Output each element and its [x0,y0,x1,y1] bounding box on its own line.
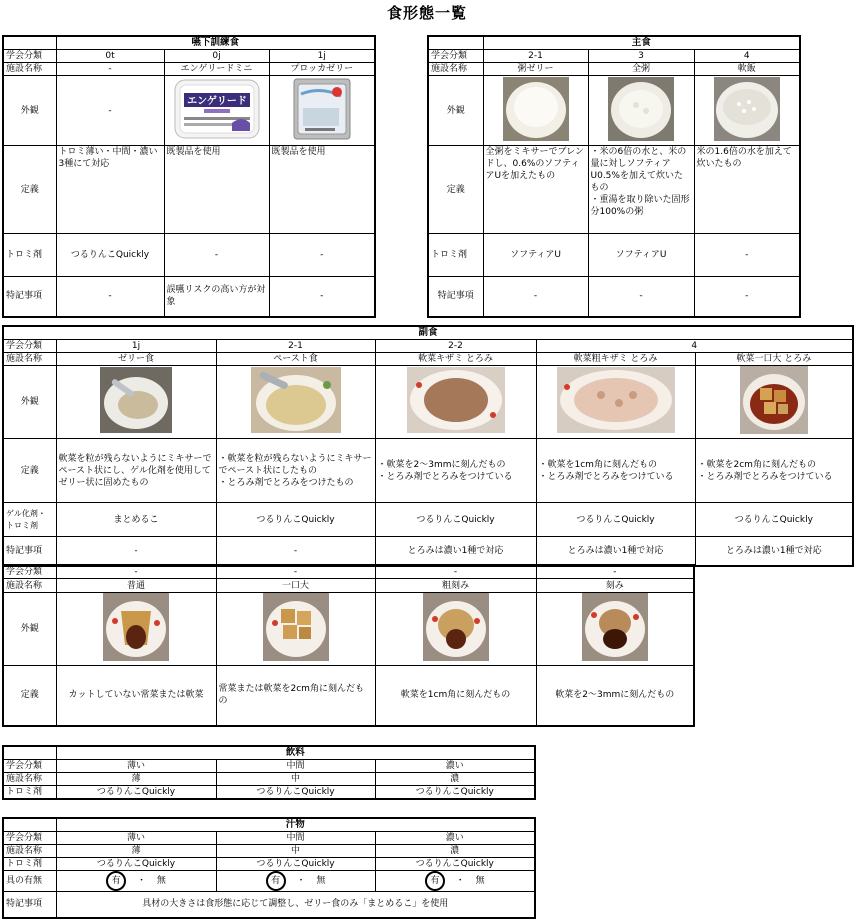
notes-cell: - [483,277,588,317]
bite-size-meal-photo [740,366,808,434]
definition-cell: トロミ薄い・中間・濃い3種にて対応 [56,146,164,234]
notes-cell: とろみは濃い1種で対応 [695,537,853,566]
row-label: 施設名称 [3,353,56,366]
notes-cell: - [588,277,694,317]
soup-notes-cell: 具材の大きさは食形態に応じて調整し、ゼリー食のみ「まとめるこ」を使用 [56,892,535,918]
agent-cell: まとめるこ [56,503,216,537]
row-label: 施設名称 [3,845,56,858]
jelly-meal-photo [100,367,172,433]
thickener-cell: つるりんこQuickly [216,858,375,871]
thickener-cell: ソフティアU [588,234,694,277]
class-cell: 0j [164,50,269,63]
class-cell: 薄い [56,832,216,845]
definition-cell: ・軟菜を1cm角に刻んだもの ・とろみ剤でとろみをつけている [536,439,695,503]
definition-cell: 既製品を使用 [269,146,375,234]
look-cell [269,76,375,146]
definition-cell: ・軟菜を2～3mmに刻んだもの ・とろみ剤でとろみをつけている [375,439,536,503]
name-cell: 一口大 [216,579,375,593]
notes-cell: とろみは濃い1種で対応 [536,537,695,566]
ingredient-no: 無 [316,876,326,886]
ingredient-yes-circled: 有 [425,871,445,891]
package-label: エンゲリード [186,95,247,107]
thickener-cell: つるりんこQuickly [216,786,375,800]
ingredient-separator: ・ [136,876,146,886]
look-cell [536,593,694,666]
row-label: 特記事項 [428,277,483,317]
agent-cell: つるりんこQuickly [536,503,695,537]
row-label: 学会分類 [3,760,56,773]
name-cell: ゼリー食 [56,353,216,366]
row-label: トロミ剤 [3,786,56,800]
look-cell [483,76,588,146]
thickener-cell: つるりんこQuickly [375,786,535,800]
name-cell: 濃 [375,773,535,786]
name-cell: 粗刻み [375,579,536,593]
class-cell: 4 [536,340,853,353]
regular-meal-photo [103,593,169,661]
definition-cell: カットしていない常菜または軟菜 [56,666,216,726]
ingredient-no: 無 [475,876,485,886]
look-cell: - [56,76,164,146]
ingredient-separator: ・ [455,876,465,886]
ingredient-separator: ・ [296,876,306,886]
name-cell: 普通 [56,579,216,593]
look-cell [56,366,216,439]
row-label: 外観 [428,76,483,146]
bite-size-regular-photo [263,593,329,661]
ingredient-cell [56,871,216,892]
drink-table [2,745,536,800]
soft-rice-photo [714,77,780,141]
name-cell: 中 [216,773,375,786]
row-label: 特記事項 [3,277,56,317]
row-label: トロミ剤 [3,858,56,871]
porridge-jelly-photo [503,77,569,141]
thickener-cell: - [694,234,800,277]
coarse-minced-meal-photo [557,367,675,433]
class-cell: 薄い [56,760,216,773]
look-cell [216,366,375,439]
class-cell: 中間 [216,760,375,773]
notes-cell: - [216,537,375,566]
staple-table [427,35,801,318]
row-label: 定義 [3,146,56,234]
look-cell [536,366,695,439]
class-cell: - [56,565,216,579]
ingredient-no: 無 [156,876,166,886]
class-cell: - [375,565,536,579]
row-label: 学会分類 [3,340,56,353]
look-cell [375,366,536,439]
row-label: 施設名称 [428,63,483,76]
coarse-chopped-photo [423,593,489,661]
name-cell: プロッカゼリー [269,63,375,76]
notes-cell: 誤嚥リスクの高い方が対象 [164,277,269,317]
thickener-cell: ソフティアU [483,234,588,277]
name-cell: 薄 [56,845,216,858]
jelly-cup-photo [293,78,351,140]
regular-meal-table [2,564,695,727]
class-cell: 濃い [375,832,535,845]
class-cell: - [216,565,375,579]
agent-cell: つるりんこQuickly [375,503,536,537]
look-cell [588,76,694,146]
definition-cell: 米の1.6倍の水を加えて炊いたもの [694,146,800,234]
class-cell: 2-1 [216,340,375,353]
rice-porridge-photo [608,77,674,141]
thickener-cell: つるりんこQuickly [375,858,535,871]
row-label: 学会分類 [3,565,56,579]
row-label: 具の有無 [3,871,56,892]
jelly-package-photo [174,79,260,139]
thickener-cell: つるりんこQuickly [56,234,164,277]
class-cell: 0t [56,50,164,63]
agent-cell: つるりんこQuickly [695,503,853,537]
row-label: 外観 [3,76,56,146]
row-label: 施設名称 [3,579,56,593]
ingredient-yes-circled: 有 [106,871,126,891]
row-label: ゲル化剤・トロミ剤 [3,503,56,537]
swallow-training-table [2,35,376,318]
row-label: 施設名称 [3,63,56,76]
definition-cell: 軟菜を1cm角に刻んだもの [375,666,536,726]
soup-table [2,817,536,919]
look-cell [694,76,800,146]
name-cell: 軟菜キザミ とろみ [375,353,536,366]
ingredient-yes-circled: 有 [266,871,286,891]
definition-cell: 全粥をミキサーでブレンドし、0.6%のソフティアUを加えたもの [483,146,588,234]
row-label: 定義 [428,146,483,234]
notes-cell: - [56,537,216,566]
minced-meal-photo [407,367,505,433]
notes-cell: - [694,277,800,317]
row-label: 学会分類 [428,50,483,63]
page-title: 食形態一覧 [386,4,467,22]
side-header: 副食 [3,326,853,340]
look-cell [216,593,375,666]
name-cell: 中 [216,845,375,858]
definition-cell: ・米の6倍の水と、米の量に対しソフティアU0.5%を加えて炊いたもの ・重湯を取り除いた固形分100%の粥 [588,146,694,234]
row-label: トロミ剤 [428,234,483,277]
row-label: 外観 [3,593,56,666]
name-cell: - [56,63,164,76]
look-cell [375,593,536,666]
notes-cell: - [56,277,164,317]
thickener-cell: つるりんこQuickly [56,858,216,871]
definition-cell: 軟菜を粒が残らないようにミキサーでペースト状にし、ゲル化剤を使用してゼリー状に固めたもの [56,439,216,503]
definition-cell: ・軟菜を粒が残らないようにミキサーでペースト状にしたもの ・とろみ剤でとろみをつけたもの [216,439,375,503]
ingredient-cell [216,871,375,892]
class-cell: 1j [269,50,375,63]
paste-meal-photo [251,367,341,433]
drink-header: 飲料 [56,746,535,760]
name-cell: ペースト食 [216,353,375,366]
row-label: 特記事項 [3,537,56,566]
look-cell [164,76,269,146]
row-label: 施設名称 [3,773,56,786]
name-cell: 軟飯 [694,63,800,76]
class-cell: 2-1 [483,50,588,63]
notes-cell: - [269,277,375,317]
definition-cell: 常菜または軟菜を2cm角に刻んだもの [216,666,375,726]
name-cell: 軟菜粗キザミ とろみ [536,353,695,366]
look-cell [695,366,853,439]
definition-cell: 既製品を使用 [164,146,269,234]
class-cell: 1j [56,340,216,353]
class-cell: 4 [694,50,800,63]
agent-cell: つるりんこQuickly [216,503,375,537]
row-label: 外観 [3,366,56,439]
chopped-photo [582,593,648,661]
notes-cell: とろみは濃い1種で対応 [375,537,536,566]
name-cell: 粥ゼリー [483,63,588,76]
look-cell [56,593,216,666]
thickener-cell: - [269,234,375,277]
name-cell: 全粥 [588,63,694,76]
row-label: トロミ剤 [3,234,56,277]
class-cell: 2-2 [375,340,536,353]
name-cell: 軟菜一口大 とろみ [695,353,853,366]
thickener-cell: - [164,234,269,277]
definition-cell: 軟菜を2～3mmに刻んだもの [536,666,694,726]
row-label: 定義 [3,439,56,503]
class-cell: 中間 [216,832,375,845]
ingredient-cell [375,871,535,892]
row-label: 学会分類 [3,832,56,845]
class-cell: 3 [588,50,694,63]
soup-header: 汁物 [56,818,535,832]
definition-cell: ・軟菜を2cm角に刻んだもの ・とろみ剤でとろみをつけている [695,439,853,503]
swallow-header: 嚥下訓練食 [56,36,375,50]
thickener-cell: つるりんこQuickly [56,786,216,800]
row-label: 特記事項 [3,892,56,918]
row-label: 学会分類 [3,50,56,63]
name-cell: 濃 [375,845,535,858]
class-cell: 濃い [375,760,535,773]
side-dish-table [2,325,854,567]
staple-header: 主食 [483,36,800,50]
name-cell: 薄 [56,773,216,786]
class-cell: - [536,565,694,579]
name-cell: 刻み [536,579,694,593]
row-label: 定義 [3,666,56,726]
name-cell: エンゲリードミニ [164,63,269,76]
